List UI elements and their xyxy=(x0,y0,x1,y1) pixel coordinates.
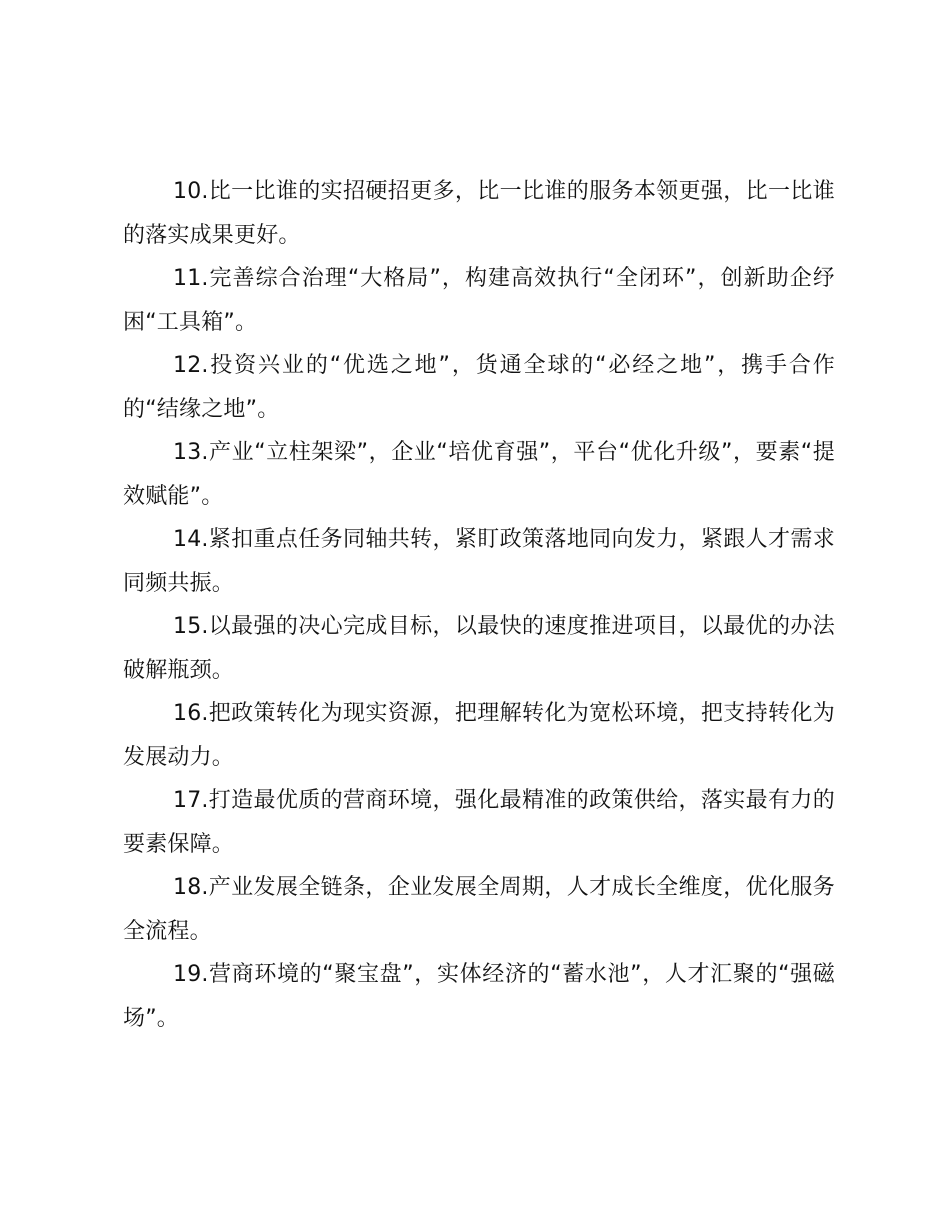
paragraph-12: 12.投资兴业的“优选之地”，货通全球的“必经之地”，携手合作的“结缘之地”。 xyxy=(123,353,835,422)
paragraph-11: 11.完善综合治理“大格局”，构建高效执行“全闭环”，创新助企纾困“工具箱”。 xyxy=(123,266,835,335)
paragraph-10: 10.比一比谁的实招硬招更多，比一比谁的服务本领更强，比一比谁的落实成果更好。 xyxy=(123,179,835,248)
document-body xyxy=(123,170,835,1040)
paragraph-19: 19.营商环境的“聚宝盘”，实体经济的“蓄水池”，人才汇聚的“强磁场”。 xyxy=(123,962,835,1031)
paragraph-16: 16.把政策转化为现实资源，把理解转化为宽松环境，把支持转化为发展动力。 xyxy=(123,701,835,770)
paragraph-18: 18.产业发展全链条，企业发展全周期，人才成长全维度，优化服务全流程。 xyxy=(123,875,835,944)
paragraph-17: 17.打造最优质的营商环境，强化最精准的政策供给，落实最有力的要素保障。 xyxy=(123,788,835,857)
paragraph-15: 15.以最强的决心完成目标，以最快的速度推进项目，以最优的办法破解瓶颈。 xyxy=(123,614,835,683)
paragraph-13: 13.产业“立柱架梁”，企业“培优育强”，平台“优化升级”，要素“提效赋能”。 xyxy=(123,440,835,509)
paragraph-14: 14.紧扣重点任务同轴共转，紧盯政策落地同向发力，紧跟人才需求同频共振。 xyxy=(123,527,835,596)
